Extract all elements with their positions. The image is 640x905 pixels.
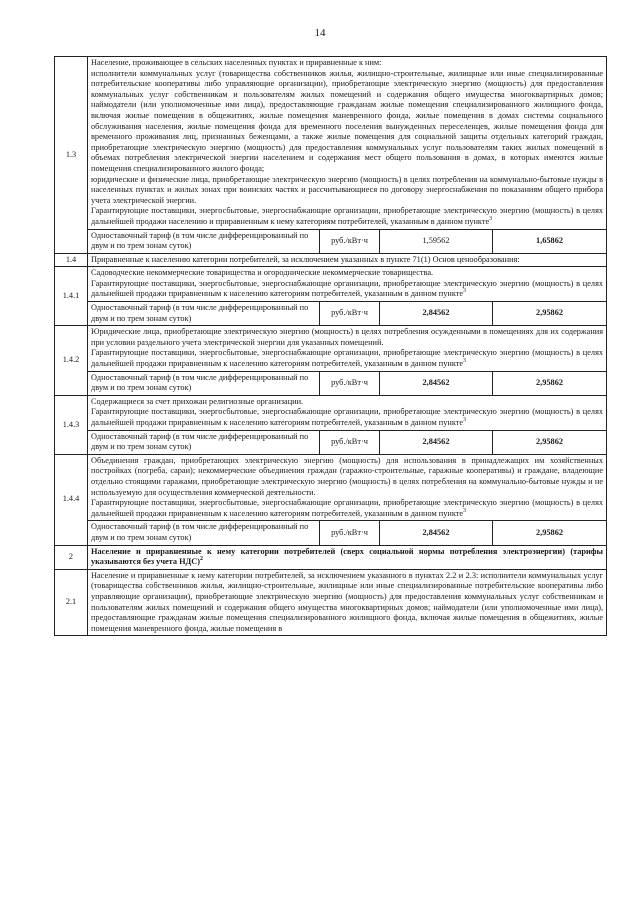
footnote-marker: 3 [489,216,493,223]
tariff-value-second-half: 2,95862 [493,302,607,326]
tariff-label: Одноставочный тариф (в том числе дифференцированный по двум и по трем зонам суток) [88,430,320,454]
row-number: 1.4 [55,253,88,267]
tariff-unit: руб./кВт·ч [320,371,380,395]
row-1-4-1-description [55,267,607,302]
row-1-3-description [55,57,607,230]
tariff-value-first-half: 2,84562 [380,430,493,454]
row-1-4 [55,253,607,267]
row-number: 2 [55,545,88,569]
row-1-3-tariff [55,229,607,253]
page-number: 14 [314,27,326,39]
tariff-label: Одноставочный тариф (в том числе дифференцированный по двум и по трем зонам суток) [88,229,320,253]
description-paragraph: Содержащиеся за счет прихожан религиозные организации. [91,396,304,406]
description-paragraph: Юридические лица, приобретающие электрическую энергию (мощность) в целях потребления осужденными в помещениях для их содержания при условии раздельного учета электрической энергии для указанных помещений. [91,327,604,347]
description-paragraph: Гарантирующие поставщики, энергосбытовые, энергоснабжающие организации, приобретающие электрическую энергию (мощность) в целях дальнейшей продажи приравненным к населению категориям потребителей, указанным в данном пункте$^3$ [91,498,604,518]
description-paragraph: Гарантирующие поставщики, энергосбытовые, энергоснабжающие организации, приобретающие электрическую энергию (мощность) в целях дальнейшей продажи населению и приравненным к нему категориям потребителей, указанным в данном пункте$^3$ [91,206,604,226]
category-description: Население и приравненные к нему категории потребителей, за исключением указанного в пунктах 2.2 и 2.3: исполнители коммунальных услуг (товарищества собственников жилья, жилищно-строительные, жилищные или иные специализированные потребительские кооперативы либо управляющие организации), приобретающие электрическую энергию (мощность) для предоставления коммунальных услуг собственникам и пользователям жилых помещений и содержания общего имущества многоквартирных домов; наймодатели (или уполномоченные ими лица), предоставляющие гражданам жилые помещения специализированного жилищного фонда, включая жилые помещения в общежитиях, жилые помещения маневренного фонда, жилые помещения в [88,569,607,636]
row-1-4-2-description [55,326,607,371]
description-paragraph: исполнители коммунальных услуг (товарищества собственников жилья, жилищно-строительные, жилищные или иные специализированные потребительские кооперативы либо управляющие организации), приобретающие электрическую энергию (мощность) для предоставления коммунальных услуг собственникам и пользователям жилых помещений и содержания общего имущества многоквартирных домов; наймодатели (или уполномоченные ими лица), предоставляющие гражданам жилые помещения специализированного жилищного фонда, включая жилые помещения в общежитиях, жилые помещения маневренного фонда, жилые помещения в домах системы социального обслуживания населения, жилые помещения фонда для временного поселения вынужденных переселенцев, жилые помещения фонда для временного проживания лиц, признанных беженцами, а также жилые помещения для социальной защиты отдельных категорий граждан, приобретающие электрическую энергию (мощность) для предоставления коммунальных услуг пользователям таких жилых помещений в объемах потребления электрической энергии населением и содержания мест общего пользования в домах, в которых имеются жилые помещения специализированного жилого фонда; [91,68,604,173]
tariff-unit: руб./кВт·ч [320,430,380,454]
category-description [88,454,607,521]
tariff-value-first-half: 2,84562 [380,302,493,326]
tariff-value-first-half: 2,84562 [380,521,493,545]
category-description [88,326,607,371]
section-heading: Население и приравненные к нему категории потребителей (сверх социальной нормы потребления электроэнергии) (тарифы указываются без учета НДС)$^2$ [88,545,607,569]
description-paragraph: юридические и физические лица, приобретающие электрическую энергию (мощность) в целях потребления на коммунально-бытовые нужды в населенных пунктах и жилых зонах при воинских частях и рассчитывающиеся по договору энергоснабжения по показаниям общего прибора учета электрической энергии. [91,174,604,205]
description-paragraph: Садоводческие некоммерческие товарищества и огороднические некоммерческие товарищества. [91,268,434,278]
row-1-4-3-tariff [55,430,607,454]
category-description [88,267,607,302]
footnote-marker: 3 [463,507,467,514]
description-paragraph: Объединения граждан, приобретающих электрическую энергию (мощность) для использования в принадлежащих им хозяйственных постройках (погреба, сараи); некоммерческие объединения граждан (гаражно-строительные, гаражные кооперативы) и граждане, владеющие отдельно стоящими гаражами, приобретающие электрическую энергию (мощность) в целях потребления на коммунально-бытовые нужды и не используемую для осуществления коммерческой деятельности. [91,455,604,497]
row-1-4-4-tariff [55,521,607,545]
row-1-4-2-tariff [55,371,607,395]
category-description [88,395,607,430]
tariff-value-second-half: 2,95862 [493,430,607,454]
row-number: 1.4.2 [55,326,88,396]
footnote-marker: 2 [200,556,204,563]
row-2-1-description [55,569,607,636]
row-number: 1.4.1 [55,267,88,326]
description-paragraph: Гарантирующие поставщики, энергосбытовые, энергоснабжающие организации, приобретающие электрическую энергию (мощность) в целях дальнейшей продажи приравненным к населению категориям потребителей, указанным в данном пункте$^3$ [91,348,604,369]
tariff-unit: руб./кВт·ч [320,229,380,253]
tariff-value-first-half: 1,59562 [380,229,493,253]
row-1-4-4-description [55,454,607,521]
tariff-unit: руб./кВт·ч [320,521,380,545]
tariff-label: Одноставочный тариф (в том числе дифференцированный по двум и по трем зонам суток) [88,302,320,326]
footnote-marker: 3 [463,288,467,295]
tariff-value-second-half: 1,65862 [493,229,607,253]
footnote-marker: 3 [463,358,467,365]
category-description [88,57,607,230]
row-1-4-1-tariff [55,302,607,326]
description-paragraph: Население, проживающее в сельских населенных пунктах и приравненные к ним: [91,58,382,67]
tariff-value-second-half: 2,95862 [493,371,607,395]
tariff-label: Одноставочный тариф (в том числе дифференцированный по двум и по трем зонам суток) [88,371,320,395]
tariff-table [54,56,607,636]
category-description: Приравненные к населению категории потребителей, за исключением указанных в пункте 71(1) Основ ценообразования: [88,253,607,267]
tariff-value-second-half: 2,95862 [493,521,607,545]
row-number: 2.1 [55,569,88,636]
description-paragraph: Гарантирующие поставщики, энергосбытовые, энергоснабжающие организации, приобретающие электрическую энергию (мощность) в целях дальнейшей продажи приравненным к населению категориям потребителей, указанным в данном пункте$^3$ [91,278,604,299]
row-number: 1.4.4 [55,454,88,545]
footnote-marker: 3 [463,417,467,424]
tariff-unit: руб./кВт·ч [320,302,380,326]
row-1-4-3-description [55,395,607,430]
row-number: 1.4.3 [55,395,88,454]
tariff-value-first-half: 2,84562 [380,371,493,395]
row-2 [55,545,607,569]
row-number: 1.3 [55,57,88,254]
tariff-label: Одноставочный тариф (в том числе дифференцированный по двум и по трем зонам суток) [88,521,320,545]
description-paragraph: Гарантирующие поставщики, энергосбытовые, энергоснабжающие организации, приобретающие электрическую энергию (мощность) в целях дальнейшей продажи приравненным к населению категориям потребителей, указанным в данном пункте$^3$ [91,407,604,427]
